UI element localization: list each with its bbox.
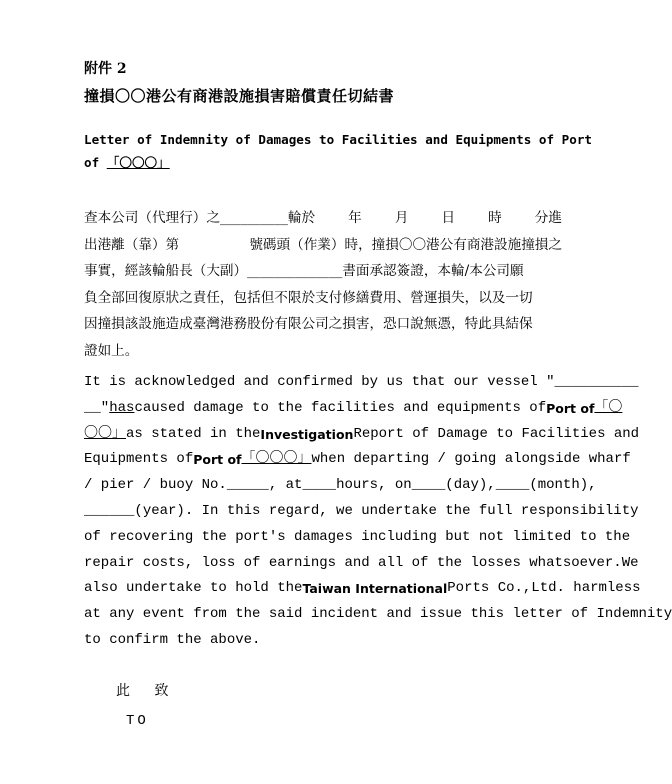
month-blank: ____ (495, 477, 530, 494)
closing-salutation: 此 致 (116, 683, 179, 699)
zh-line-1 (84, 205, 562, 232)
zh-text: 事實，經該輪船長（大副） (84, 263, 248, 279)
en-line-11 (84, 628, 562, 654)
chinese-body (84, 205, 562, 364)
zh-line-2 (84, 232, 562, 259)
zh-text: 因撞損該設施造成臺灣港務股份有限公司之損害，恐口說無憑，特此具結保 (84, 316, 533, 332)
en-text: as stated in the (126, 425, 261, 442)
en-text: It is acknowledged and confirmed by us that our vessel "__________ (84, 374, 639, 390)
zh-minute: 分進 (534, 210, 562, 226)
en-port-name: 〇〇」 (84, 425, 126, 442)
en-text: (day), (445, 477, 496, 494)
zh-year: 年 (348, 210, 362, 226)
title-english (84, 128, 592, 174)
zh-text: 輪於 (287, 210, 316, 226)
year-blank: ______ (84, 502, 135, 519)
day-blank: ____ (411, 477, 446, 494)
zh-text: 出港離（靠）第 (84, 236, 180, 253)
vessel-blank: __________ (219, 210, 288, 226)
hours-blank: ____ (302, 477, 337, 494)
en-text: at any event from the said incident and issue this letter of Indemnity (84, 606, 672, 623)
title-chinese: 撞損〇〇港公有商港設施損害賠償責任切結書 (84, 87, 395, 105)
zh-text: 書面承認簽證，本輪/本公司願 (342, 263, 524, 279)
zh-text: 號碼頭（作業）時，撞損〇〇港公有商港設施撞損之 (249, 236, 562, 253)
zh-line-6 (84, 338, 562, 365)
en-text: Report of Damage to Facilities and (353, 425, 640, 442)
zh-day: 日 (441, 210, 456, 226)
title-english-port: 「〇〇〇」 (106, 155, 170, 170)
english-body (84, 370, 672, 654)
en-investigation: Investigation (260, 426, 354, 442)
en-line-2 (84, 396, 623, 422)
en-text: __" (84, 399, 110, 416)
attachment-label: 附件 2 (84, 61, 127, 77)
zh-text: 負全部回復原狀之責任，包括但不限於支付修繕費用、營運損失，以及一切 (84, 289, 533, 306)
en-text: Equipments of (84, 451, 194, 468)
en-line-9 (84, 576, 641, 602)
title-english-line2 (84, 151, 592, 174)
zh-line-4 (84, 285, 562, 312)
to-label: TO (126, 713, 149, 729)
en-text: , at (268, 477, 303, 494)
en-port-of: Port of (193, 452, 242, 468)
en-text: Ports Co.,Ltd. harmless (447, 580, 641, 597)
title-english-line1: Letter of Indemnity of Damages to Facilities and Equipments of Port (84, 132, 592, 147)
en-line-10 (84, 602, 672, 628)
zh-month: 月 (394, 210, 409, 226)
en-port-name: 「〇 (594, 399, 623, 416)
en-text: caused damage to the facilities and equipments of (134, 399, 547, 416)
en-line-8 (84, 551, 639, 577)
en-has: has (109, 399, 135, 416)
zh-hour: 時 (488, 210, 502, 226)
zh-text: 證如上。 (84, 342, 139, 359)
en-text: also undertake to hold the (84, 580, 303, 597)
en-line-4 (84, 447, 631, 473)
en-text: hours, on (336, 477, 412, 494)
en-line-7 (84, 525, 631, 551)
en-port-name: 「〇〇〇」 (241, 451, 312, 468)
en-text: (year). In this regard, we undertake the full responsibility (134, 502, 639, 519)
en-line-6 (84, 499, 639, 525)
en-text: of recovering the port's damages including but not limited to the (84, 528, 631, 545)
en-line-5 (84, 473, 597, 499)
buoy-blank: _____ (226, 477, 269, 494)
en-text: when departing / going alongside wharf (311, 451, 631, 468)
en-port-of: Port of (546, 400, 595, 416)
en-company: Taiwan International (302, 581, 448, 597)
zh-text: 查本公司（代理行）之 (84, 210, 220, 226)
zh-line-3 (84, 258, 562, 285)
en-text: / pier / buoy No. (84, 477, 227, 494)
title-english-of: of (84, 155, 107, 170)
en-line-1 (84, 370, 639, 396)
en-text: to confirm the above. (84, 631, 261, 648)
zh-line-5 (84, 311, 562, 338)
en-text: repair costs, loss of earnings and all of the losses whatsoever.We (84, 554, 639, 571)
en-text: (month), (529, 477, 597, 494)
en-line-3 (84, 422, 640, 448)
captain-blank: ______________ (247, 263, 343, 279)
